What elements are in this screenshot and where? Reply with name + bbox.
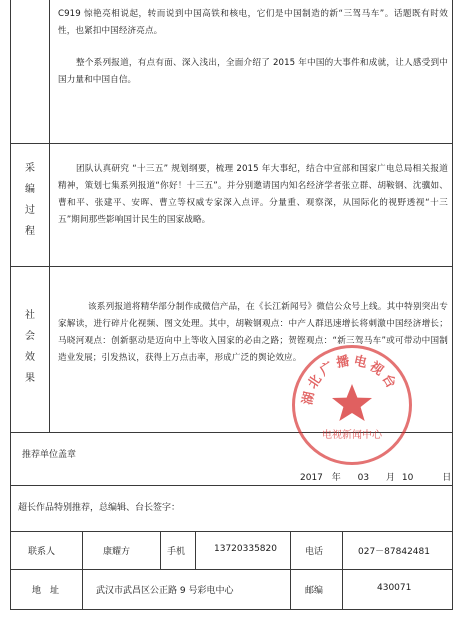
effect-text: 该系列报道将精华部分制作成微信产品，在《长江新闻号》微信公众号上线。其中特别突出专家解读，进行碎片化视频、图文处理。其中，胡鞍钢观点：中产人群迅速增长将刺激中国经济增长；马晓河观点：创新驱动是迈向中上等收入国家的必由之路；贺铿观点：“新三驾马车”或可带动中国制造业发展；引发热议，获得上万点击率，形成广泛的舆论效应。 (58, 302, 448, 363)
effect-label: 社 会 效 果 (25, 310, 35, 384)
contact-person-name: 康耀方 (103, 547, 131, 557)
date-day: 10 (401, 473, 414, 483)
stamp-center-text: 电视新闻中心 (322, 430, 382, 441)
table-border-bottom (10, 609, 453, 610)
table-border-right (452, 0, 453, 610)
table-border-left (10, 0, 11, 610)
stamp-star-icon (332, 384, 372, 421)
date-line: 2017 年 03 月 10 日 (300, 473, 452, 483)
telephone-value: 027－87842481 (358, 547, 430, 557)
intro-paragraph-1: C919 惊艳亮相说起，转而说到中国高铁和核电，它们是中国制造的新“三驾马车”。话题既有时效性，也紧扣中国经济亮点。 (58, 9, 448, 36)
mobile-label: 手机 (167, 547, 186, 557)
date-month: 03 (357, 473, 370, 483)
postcode-value: 430071 (377, 583, 412, 593)
date-year: 2017 (300, 473, 323, 483)
process-text: 团队认真研究 “十三五” 规划纲要，梳理 2015 年大事纪，结合中宣部和国家广电总局相关报道精神，策划七集系列报道“你好！十三五”。并分别邀请国内知名经济学者张立群、胡鞍钢、沈骥如、曹和平、张建平、安晖、曹立等权威专家深入点评。分量重、观察深，从国际化的视野透视“十三五”期间那些影响国计民生的国家战略。 (58, 164, 448, 225)
contact-divider-4 (290, 531, 291, 610)
contact-person-label: 联系人 (28, 547, 56, 557)
signature-label: 超长作品特别推荐，总编辑、台长签字： (18, 503, 181, 513)
stamp-ring-text: 湖北广播电视台 (300, 353, 400, 407)
contact-divider-1 (82, 531, 83, 610)
process-label: 采 编 过 程 (25, 163, 35, 237)
contact-divider-2 (160, 531, 161, 569)
row-divider-5 (10, 531, 453, 532)
row-divider-1 (10, 143, 453, 144)
address-value: 武汉市武昌区公正路 9 号彩电中心 (96, 586, 234, 596)
mobile-value: 13720335820 (214, 544, 277, 554)
address-label: 地 址 (32, 586, 60, 596)
seal-row-label: 推荐单位盖章 (22, 450, 77, 460)
contact-divider-5 (342, 531, 343, 610)
row-divider-4 (10, 485, 453, 486)
official-stamp (292, 345, 412, 465)
row-divider-6 (10, 569, 453, 570)
postcode-label: 邮编 (305, 586, 324, 596)
stamp-graphic (295, 348, 409, 462)
contact-divider-3 (195, 531, 196, 569)
intro-paragraph-2: 整个系列报道，有点有面、深入浅出，全面介绍了 2015 年中国的大事件和成就，让人感受到中国力量和中国自信。 (58, 58, 448, 85)
row-divider-2 (10, 266, 453, 267)
label-column-divider (49, 0, 50, 432)
telephone-label: 电话 (305, 547, 324, 557)
